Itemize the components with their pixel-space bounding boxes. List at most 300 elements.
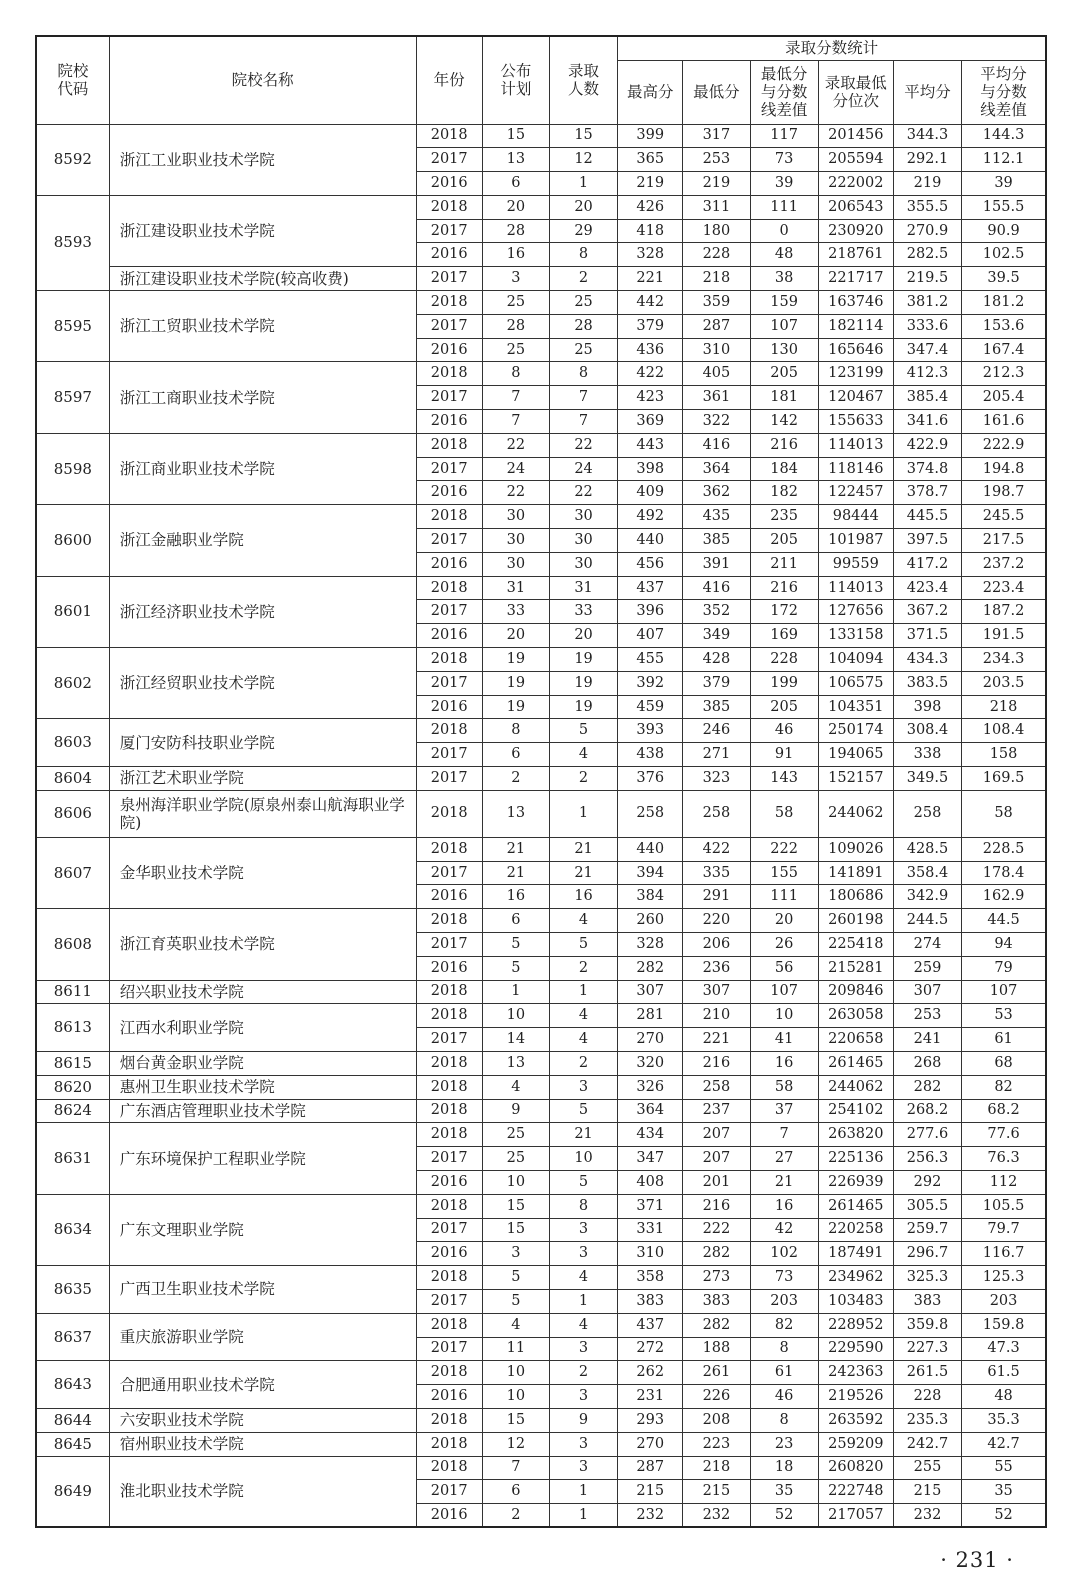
cell-avg-diff: 169.5: [962, 767, 1046, 791]
cell-min-rank: 205594: [818, 148, 893, 172]
cell-avg-score: 268: [893, 1051, 961, 1075]
table-row: [36, 648, 1046, 672]
cell-avg-diff: 237.2: [962, 552, 1046, 576]
table-row: [36, 195, 1046, 219]
school-code: 8637: [36, 1313, 109, 1361]
cell-admitted: 25: [549, 338, 617, 362]
cell-avg-diff: 194.8: [962, 457, 1046, 481]
cell-avg-score: 371.5: [893, 624, 961, 648]
cell-min-rank: 225136: [818, 1147, 893, 1171]
school-code: 8600: [36, 505, 109, 576]
cell-year: 2017: [416, 457, 482, 481]
cell-min-diff: 46: [750, 719, 818, 743]
school-name: 广东酒店管理职业技术学院: [109, 1099, 416, 1123]
cell-max-score: 293: [618, 1408, 683, 1432]
cell-max-score: 270: [618, 1028, 683, 1052]
school-code: 8598: [36, 433, 109, 504]
cell-min-diff: 73: [750, 148, 818, 172]
cell-max-score: 262: [618, 1361, 683, 1385]
cell-min-diff: 48: [750, 243, 818, 267]
cell-admitted: 30: [549, 552, 617, 576]
cell-min-rank: 222002: [818, 172, 893, 196]
school-name: 浙江建设职业技术学院: [109, 195, 416, 266]
cell-plan: 3: [482, 1242, 549, 1266]
cell-admitted: 8: [549, 362, 617, 386]
table-row: [36, 291, 1046, 315]
cell-min-diff: 172: [750, 600, 818, 624]
cell-avg-score: 292.1: [893, 148, 961, 172]
cell-avg-diff: 159.8: [962, 1313, 1046, 1337]
cell-min-diff: 35: [750, 1480, 818, 1504]
cell-plan: 8: [482, 362, 549, 386]
cell-year: 2018: [416, 1432, 482, 1456]
cell-min-score: 222: [683, 1218, 750, 1242]
cell-plan: 10: [482, 1385, 549, 1409]
cell-plan: 20: [482, 624, 549, 648]
cell-plan: 30: [482, 505, 549, 529]
cell-max-score: 418: [618, 219, 683, 243]
cell-avg-diff: 203.5: [962, 671, 1046, 695]
header-admitted: 录取 人数: [549, 36, 617, 124]
cell-year: 2018: [416, 1266, 482, 1290]
cell-min-rank: 120467: [818, 386, 893, 410]
cell-plan: 7: [482, 386, 549, 410]
table-row: [36, 505, 1046, 529]
cell-admitted: 3: [549, 1337, 617, 1361]
cell-year: 2016: [416, 243, 482, 267]
cell-min-score: 361: [683, 386, 750, 410]
school-name: 绍兴职业技术学院: [109, 980, 416, 1004]
cell-min-score: 206: [683, 933, 750, 957]
cell-min-score: 352: [683, 600, 750, 624]
cell-min-rank: 244062: [818, 790, 893, 837]
cell-avg-diff: 47.3: [962, 1337, 1046, 1361]
cell-min-rank: 127656: [818, 600, 893, 624]
cell-year: 2018: [416, 1456, 482, 1480]
cell-plan: 25: [482, 291, 549, 315]
cell-avg-diff: 191.5: [962, 624, 1046, 648]
cell-avg-diff: 55: [962, 1456, 1046, 1480]
cell-min-score: 258: [683, 1075, 750, 1099]
cell-admitted: 33: [549, 600, 617, 624]
cell-admitted: 10: [549, 1147, 617, 1171]
cell-avg-score: 244.5: [893, 909, 961, 933]
cell-min-score: 219: [683, 172, 750, 196]
cell-admitted: 1: [549, 172, 617, 196]
cell-year: 2017: [416, 148, 482, 172]
cell-admitted: 3: [549, 1218, 617, 1242]
cell-plan: 16: [482, 243, 549, 267]
cell-avg-diff: 53: [962, 1004, 1046, 1028]
cell-avg-score: 219.5: [893, 267, 961, 291]
cell-max-score: 326: [618, 1075, 683, 1099]
cell-year: 2017: [416, 743, 482, 767]
school-code: 8611: [36, 980, 109, 1004]
cell-plan: 13: [482, 1051, 549, 1075]
cell-min-rank: 259209: [818, 1432, 893, 1456]
cell-year: 2016: [416, 885, 482, 909]
cell-admitted: 5: [549, 933, 617, 957]
table-row: [36, 719, 1046, 743]
cell-min-rank: 220658: [818, 1028, 893, 1052]
cell-min-rank: 122457: [818, 481, 893, 505]
cell-max-score: 456: [618, 552, 683, 576]
cell-admitted: 28: [549, 314, 617, 338]
cell-plan: 13: [482, 148, 549, 172]
cell-avg-diff: 223.4: [962, 576, 1046, 600]
cell-min-score: 228: [683, 243, 750, 267]
cell-avg-score: 282.5: [893, 243, 961, 267]
cell-min-rank: 228952: [818, 1313, 893, 1337]
cell-plan: 25: [482, 1147, 549, 1171]
cell-min-diff: 46: [750, 1385, 818, 1409]
cell-min-diff: 117: [750, 124, 818, 148]
cell-year: 2018: [416, 1361, 482, 1385]
cell-min-score: 207: [683, 1123, 750, 1147]
header-name: 院校名称: [109, 36, 416, 124]
cell-avg-score: 274: [893, 933, 961, 957]
cell-min-diff: 0: [750, 219, 818, 243]
cell-admitted: 4: [549, 1028, 617, 1052]
cell-min-rank: 234962: [818, 1266, 893, 1290]
table-row: [36, 1099, 1046, 1123]
cell-avg-score: 307: [893, 980, 961, 1004]
cell-min-score: 216: [683, 1194, 750, 1218]
table-row: [36, 576, 1046, 600]
cell-avg-score: 445.5: [893, 505, 961, 529]
cell-avg-score: 253: [893, 1004, 961, 1028]
cell-min-diff: 10: [750, 1004, 818, 1028]
cell-avg-diff: 167.4: [962, 338, 1046, 362]
cell-min-score: 310: [683, 338, 750, 362]
school-code: 8597: [36, 362, 109, 433]
table-row: [36, 1004, 1046, 1028]
cell-year: 2018: [416, 837, 482, 861]
cell-avg-score: 417.2: [893, 552, 961, 576]
cell-admitted: 3: [549, 1456, 617, 1480]
cell-avg-diff: 105.5: [962, 1194, 1046, 1218]
cell-min-rank: 152157: [818, 767, 893, 791]
table-row: [36, 1051, 1046, 1075]
cell-max-score: 492: [618, 505, 683, 529]
cell-avg-score: 412.3: [893, 362, 961, 386]
cell-max-score: 459: [618, 695, 683, 719]
cell-min-diff: 159: [750, 291, 818, 315]
cell-avg-diff: 205.4: [962, 386, 1046, 410]
cell-avg-diff: 222.9: [962, 433, 1046, 457]
cell-min-score: 237: [683, 1099, 750, 1123]
cell-avg-diff: 90.9: [962, 219, 1046, 243]
cell-year: 2018: [416, 505, 482, 529]
header-year: 年份: [416, 36, 482, 124]
cell-min-diff: 143: [750, 767, 818, 791]
cell-avg-diff: 76.3: [962, 1147, 1046, 1171]
cell-min-score: 216: [683, 1051, 750, 1075]
cell-year: 2016: [416, 1504, 482, 1528]
cell-min-score: 220: [683, 909, 750, 933]
cell-plan: 15: [482, 1194, 549, 1218]
cell-max-score: 408: [618, 1170, 683, 1194]
cell-min-rank: 229590: [818, 1337, 893, 1361]
school-code: 8645: [36, 1432, 109, 1456]
cell-avg-score: 398: [893, 695, 961, 719]
cell-min-score: 349: [683, 624, 750, 648]
school-name: 合肥通用职业技术学院: [109, 1361, 416, 1409]
cell-min-score: 359: [683, 291, 750, 315]
cell-min-score: 435: [683, 505, 750, 529]
school-name: 浙江建设职业技术学院(较高收费): [109, 267, 416, 291]
cell-min-score: 323: [683, 767, 750, 791]
cell-min-score: 218: [683, 267, 750, 291]
cell-avg-score: 374.8: [893, 457, 961, 481]
cell-avg-score: 342.9: [893, 885, 961, 909]
cell-min-score: 218: [683, 1456, 750, 1480]
cell-year: 2018: [416, 980, 482, 1004]
cell-plan: 16: [482, 885, 549, 909]
cell-min-rank: 263058: [818, 1004, 893, 1028]
cell-year: 2017: [416, 933, 482, 957]
cell-plan: 22: [482, 481, 549, 505]
cell-min-diff: 73: [750, 1266, 818, 1290]
cell-min-rank: 263592: [818, 1408, 893, 1432]
school-code: 8606: [36, 790, 109, 837]
table-row: [36, 1075, 1046, 1099]
cell-admitted: 3: [549, 1075, 617, 1099]
cell-avg-score: 270.9: [893, 219, 961, 243]
cell-year: 2017: [416, 386, 482, 410]
cell-year: 2016: [416, 172, 482, 196]
cell-avg-score: 282: [893, 1075, 961, 1099]
cell-plan: 5: [482, 1289, 549, 1313]
school-name: 浙江工贸职业技术学院: [109, 291, 416, 362]
cell-min-rank: 163746: [818, 291, 893, 315]
cell-admitted: 1: [549, 1504, 617, 1528]
cell-min-rank: 106575: [818, 671, 893, 695]
cell-admitted: 4: [549, 743, 617, 767]
cell-min-score: 221: [683, 1028, 750, 1052]
cell-year: 2018: [416, 433, 482, 457]
cell-plan: 9: [482, 1099, 549, 1123]
cell-avg-diff: 112.1: [962, 148, 1046, 172]
cell-avg-score: 308.4: [893, 719, 961, 743]
school-name: 泉州海洋职业学院(原泉州泰山航海职业学院): [109, 790, 416, 837]
cell-avg-score: 383.5: [893, 671, 961, 695]
cell-max-score: 307: [618, 980, 683, 1004]
school-code: 8631: [36, 1123, 109, 1194]
cell-min-score: 246: [683, 719, 750, 743]
cell-avg-score: 268.2: [893, 1099, 961, 1123]
cell-max-score: 440: [618, 837, 683, 861]
cell-max-score: 347: [618, 1147, 683, 1171]
cell-avg-score: 422.9: [893, 433, 961, 457]
cell-admitted: 4: [549, 909, 617, 933]
cell-plan: 30: [482, 552, 549, 576]
cell-min-rank: 201456: [818, 124, 893, 148]
school-name: 江西水利职业学院: [109, 1004, 416, 1052]
cell-avg-score: 215: [893, 1480, 961, 1504]
cell-max-score: 328: [618, 243, 683, 267]
cell-plan: 4: [482, 1313, 549, 1337]
cell-avg-diff: 153.6: [962, 314, 1046, 338]
cell-admitted: 22: [549, 481, 617, 505]
cell-plan: 6: [482, 1480, 549, 1504]
cell-min-diff: 41: [750, 1028, 818, 1052]
cell-max-score: 221: [618, 267, 683, 291]
header-plan: 公布 计划: [482, 36, 549, 124]
cell-max-score: 443: [618, 433, 683, 457]
cell-min-rank: 215281: [818, 956, 893, 980]
cell-min-score: 428: [683, 648, 750, 672]
cell-plan: 6: [482, 172, 549, 196]
cell-min-score: 362: [683, 481, 750, 505]
cell-year: 2017: [416, 1480, 482, 1504]
cell-min-score: 335: [683, 861, 750, 885]
cell-max-score: 398: [618, 457, 683, 481]
cell-max-score: 282: [618, 956, 683, 980]
cell-avg-score: 256.3: [893, 1147, 961, 1171]
cell-avg-diff: 212.3: [962, 362, 1046, 386]
header-min-diff: 最低分 与分数 线差值: [750, 60, 818, 124]
header-min-rank: 录取最低 分位次: [818, 60, 893, 124]
cell-admitted: 19: [549, 648, 617, 672]
cell-avg-diff: 42.7: [962, 1432, 1046, 1456]
cell-admitted: 3: [549, 1385, 617, 1409]
cell-min-rank: 225418: [818, 933, 893, 957]
cell-max-score: 423: [618, 386, 683, 410]
cell-max-score: 437: [618, 576, 683, 600]
cell-min-score: 391: [683, 552, 750, 576]
cell-avg-score: 227.3: [893, 1337, 961, 1361]
cell-min-score: 201: [683, 1170, 750, 1194]
table-row: [36, 1313, 1046, 1337]
cell-min-diff: 216: [750, 576, 818, 600]
cell-min-diff: 102: [750, 1242, 818, 1266]
cell-min-score: 210: [683, 1004, 750, 1028]
cell-max-score: 287: [618, 1456, 683, 1480]
cell-year: 2018: [416, 124, 482, 148]
cell-plan: 25: [482, 338, 549, 362]
cell-max-score: 392: [618, 671, 683, 695]
cell-max-score: 426: [618, 195, 683, 219]
cell-admitted: 5: [549, 719, 617, 743]
cell-plan: 10: [482, 1361, 549, 1385]
cell-year: 2016: [416, 956, 482, 980]
cell-plan: 15: [482, 124, 549, 148]
header-avg-score: 平均分: [893, 60, 961, 124]
cell-min-diff: 27: [750, 1147, 818, 1171]
cell-min-score: 223: [683, 1432, 750, 1456]
cell-min-score: 291: [683, 885, 750, 909]
cell-admitted: 15: [549, 124, 617, 148]
cell-min-diff: 91: [750, 743, 818, 767]
table-row: [36, 1194, 1046, 1218]
cell-avg-diff: 203: [962, 1289, 1046, 1313]
school-name: 烟台黄金职业学院: [109, 1051, 416, 1075]
school-code: 8635: [36, 1266, 109, 1314]
cell-avg-score: 228: [893, 1385, 961, 1409]
cell-min-rank: 218761: [818, 243, 893, 267]
cell-max-score: 331: [618, 1218, 683, 1242]
cell-admitted: 7: [549, 386, 617, 410]
cell-min-score: 322: [683, 410, 750, 434]
school-name: 金华职业技术学院: [109, 837, 416, 908]
cell-min-diff: 228: [750, 648, 818, 672]
school-code: 8643: [36, 1361, 109, 1409]
table-row: [36, 1123, 1046, 1147]
cell-min-rank: 261465: [818, 1194, 893, 1218]
cell-avg-score: 338: [893, 743, 961, 767]
cell-year: 2016: [416, 410, 482, 434]
cell-min-score: 282: [683, 1313, 750, 1337]
cell-year: 2018: [416, 648, 482, 672]
cell-max-score: 407: [618, 624, 683, 648]
cell-avg-diff: 102.5: [962, 243, 1046, 267]
cell-min-score: 215: [683, 1480, 750, 1504]
cell-min-diff: 184: [750, 457, 818, 481]
cell-min-score: 226: [683, 1385, 750, 1409]
cell-admitted: 25: [549, 291, 617, 315]
cell-year: 2018: [416, 719, 482, 743]
table-row: [36, 837, 1046, 861]
school-name: 浙江商业职业技术学院: [109, 433, 416, 504]
cell-plan: 14: [482, 1028, 549, 1052]
cell-min-diff: 16: [750, 1051, 818, 1075]
cell-min-diff: 82: [750, 1313, 818, 1337]
cell-avg-diff: 58: [962, 790, 1046, 837]
cell-min-diff: 58: [750, 790, 818, 837]
cell-admitted: 8: [549, 1194, 617, 1218]
school-name: 浙江工业职业技术学院: [109, 124, 416, 195]
cell-avg-diff: 107: [962, 980, 1046, 1004]
cell-avg-diff: 125.3: [962, 1266, 1046, 1290]
cell-min-diff: 111: [750, 195, 818, 219]
school-name: 厦门安防科技职业学院: [109, 719, 416, 767]
table-row: [36, 909, 1046, 933]
cell-avg-score: 355.5: [893, 195, 961, 219]
cell-max-score: 365: [618, 148, 683, 172]
school-code: 8613: [36, 1004, 109, 1052]
cell-avg-diff: 144.3: [962, 124, 1046, 148]
header-code: 院校 代码: [36, 36, 109, 124]
cell-min-rank: 217057: [818, 1504, 893, 1528]
school-name: 广东环境保护工程职业学院: [109, 1123, 416, 1194]
school-name: 浙江经贸职业技术学院: [109, 648, 416, 719]
cell-min-diff: 56: [750, 956, 818, 980]
cell-year: 2018: [416, 1194, 482, 1218]
cell-avg-diff: 161.6: [962, 410, 1046, 434]
cell-admitted: 21: [549, 861, 617, 885]
cell-avg-score: 232: [893, 1504, 961, 1528]
cell-avg-diff: 234.3: [962, 648, 1046, 672]
school-code: 8620: [36, 1075, 109, 1099]
cell-avg-score: 359.8: [893, 1313, 961, 1337]
school-name: 浙江经济职业技术学院: [109, 576, 416, 647]
cell-avg-diff: 39.5: [962, 267, 1046, 291]
cell-min-score: 422: [683, 837, 750, 861]
school-name: 浙江育英职业技术学院: [109, 909, 416, 980]
school-name: 淮北职业技术学院: [109, 1456, 416, 1527]
table-row: [36, 362, 1046, 386]
cell-max-score: 438: [618, 743, 683, 767]
cell-year: 2018: [416, 1313, 482, 1337]
cell-max-score: 436: [618, 338, 683, 362]
school-code: 8593: [36, 195, 109, 290]
cell-avg-diff: 68.2: [962, 1099, 1046, 1123]
cell-year: 2017: [416, 1028, 482, 1052]
cell-plan: 21: [482, 861, 549, 885]
cell-year: 2016: [416, 1170, 482, 1194]
cell-min-rank: 141891: [818, 861, 893, 885]
